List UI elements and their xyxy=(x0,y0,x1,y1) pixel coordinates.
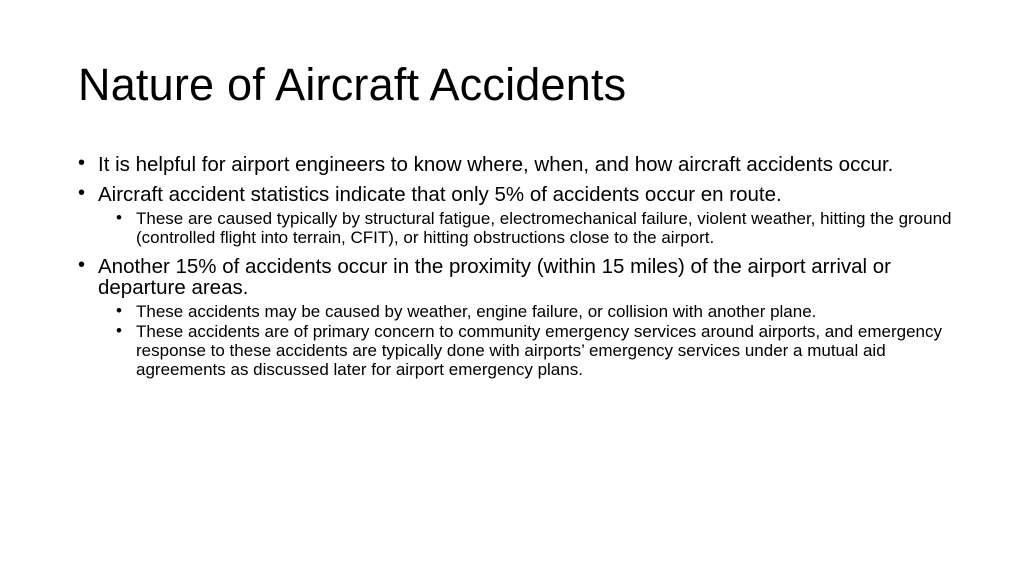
bullet-list xyxy=(78,154,958,379)
bullet-item xyxy=(78,256,958,379)
bullet-text: It is helpful for airport engineers to know where, when, and how aircraft accidents occur. xyxy=(98,153,894,176)
sub-bullet-list xyxy=(98,302,958,379)
sub-bullet-text: These accidents may be caused by weather, engine failure, or collision with another plane. xyxy=(136,302,817,321)
bullet-text: Another 15% of accidents occur in the proximity (within 15 miles) of the airport arrival or departure areas. xyxy=(98,255,892,299)
slide-title: Nature of Aircraft Accidents xyxy=(78,59,627,110)
sub-bullet-text: These are caused typically by structural fatigue, electromechanical failure, violent weather, hitting the ground (controlled flight into terrain, CFIT), or hitting obstructions close to the airport. xyxy=(136,209,952,247)
sub-bullet-item xyxy=(98,302,958,321)
bullet-item xyxy=(78,154,958,175)
sub-bullet-item xyxy=(98,322,958,379)
bullet-text: Aircraft accident statistics indicate that only 5% of accidents occur en route. xyxy=(98,183,782,206)
sub-bullet-item xyxy=(98,209,958,247)
sub-bullet-list xyxy=(98,209,958,247)
bullet-item xyxy=(78,184,958,247)
sub-bullet-text: These accidents are of primary concern to community emergency services around airports, and emergency response to these accidents are typically done with airports’ emergency services under a mutual aid agreements as discussed later for airport emergency plans. xyxy=(136,322,942,379)
slide-body xyxy=(78,154,958,388)
